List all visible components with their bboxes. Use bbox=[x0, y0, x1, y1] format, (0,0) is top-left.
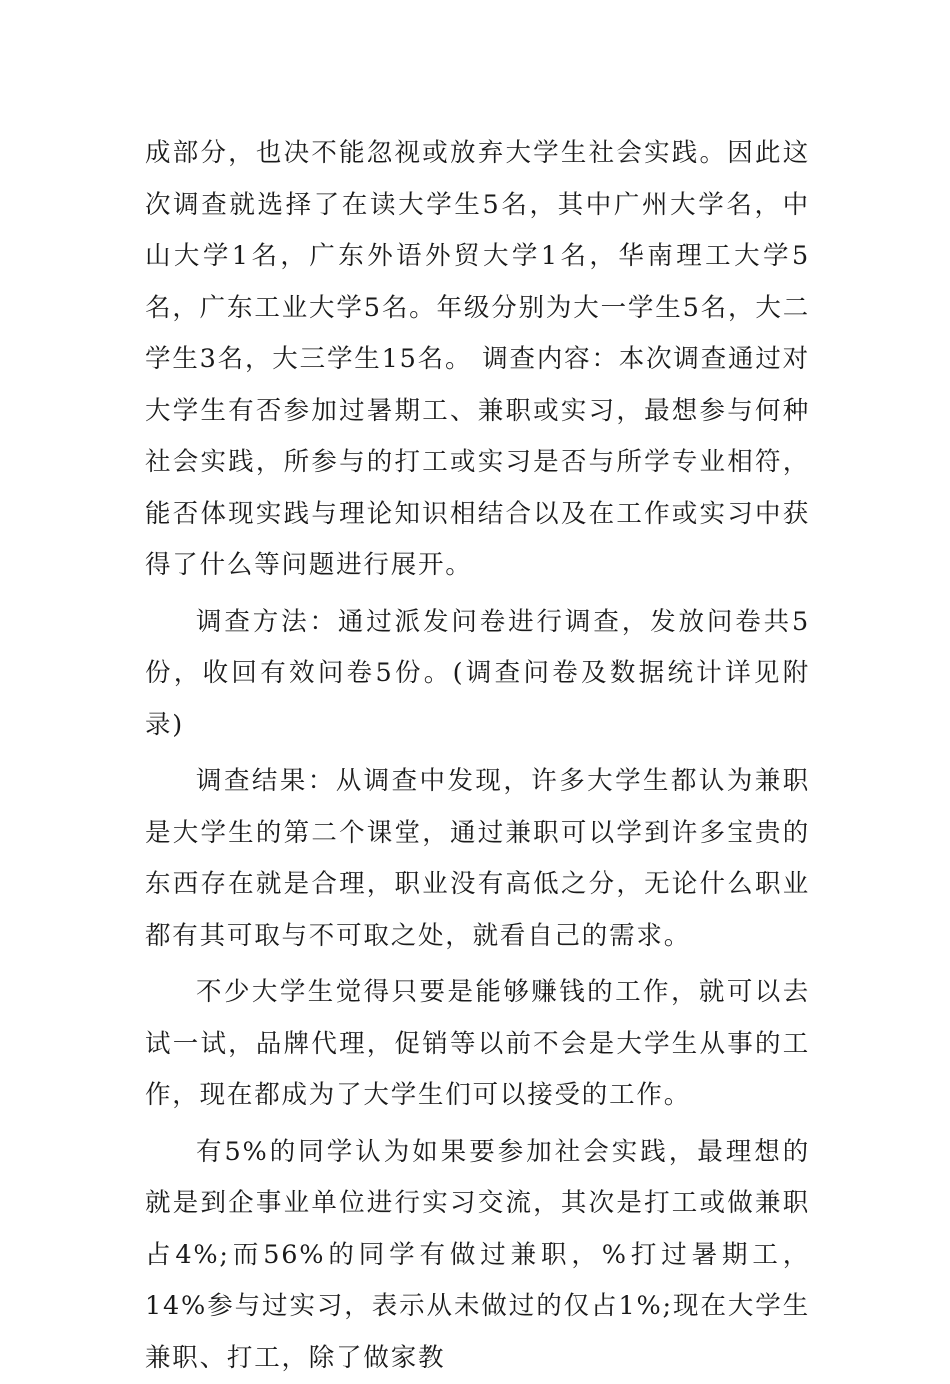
paragraph-continuation: 成部分，也决不能忽视或放弃大学生社会实践。因此这次调查就选择了在读大学生5名，其中广州大学名，中山大学1名，广东外语外贸大学1名，华南理工大学5名，广东工业大学5名。年级分别为大一学生5名，大二学生3名，大三学生15名。 调查内容：本次调查通过对大学生有否参加过暑期工、兼职或实习，最想参与何种社会实践，所参与的打工或实习是否与所学专业相符，能否体现实践与理论知识相结合以及在工作或实习中获得了什么等问题进行展开。 bbox=[145, 128, 810, 592]
paragraph-survey-method: 调查方法：通过派发问卷进行调查，发放问卷共5份，收回有效问卷5份。(调查问卷及数据统计详见附录) bbox=[145, 597, 810, 752]
paragraph-students-jobs: 不少大学生觉得只要是能够赚钱的工作，就可以去试一试，品牌代理，促销等以前不会是大学生从事的工作，现在都成为了大学生们可以接受的工作。 bbox=[145, 967, 810, 1122]
paragraph-statistics: 有5%的同学认为如果要参加社会实践，最理想的就是到企事业单位进行实习交流，其次是打工或做兼职占4%;而56%的同学有做过兼职，%打过暑期工，14%参与过实习，表示从未做过的仅占1%;现在大学生兼职、打工，除了做家教 bbox=[145, 1127, 810, 1384]
paragraph-survey-result: 调查结果：从调查中发现，许多大学生都认为兼职是大学生的第二个课堂，通过兼职可以学到许多宝贵的东西存在就是合理，职业没有高低之分，无论什么职业都有其可取与不可取之处，就看自己的需求。 bbox=[145, 756, 810, 962]
document-page bbox=[145, 128, 810, 1384]
